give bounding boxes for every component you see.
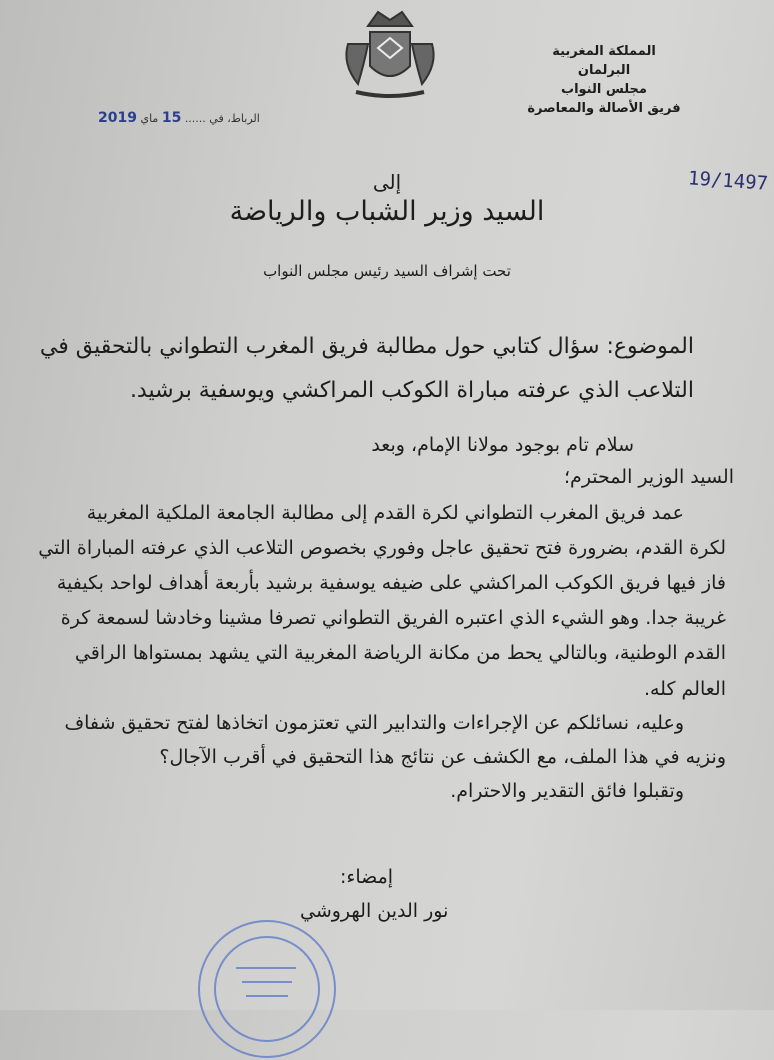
recipient-under: تحت إشراف السيد رئيس مجلس النواب <box>263 262 511 280</box>
recipient-name: السيد وزير الشباب والرياضة <box>229 196 545 227</box>
date-month: ماي <box>140 112 159 125</box>
reference-number: 19/1497 <box>687 167 769 195</box>
recipient-to: إلى <box>372 170 402 194</box>
letterhead-line: البرلمان <box>577 63 631 78</box>
body-line: العالم كله. <box>643 678 726 700</box>
body-line: وتقبلوا فائق التقدير والاحترام. <box>450 780 684 802</box>
letterhead-line: المملكة المغربية <box>552 44 656 59</box>
signatory-name: نور الدين الهروشي <box>300 900 449 922</box>
body-line: وعليه، نسائلكم عن الإجراءات والتدابير التي تعتزمون اتخاذها لفتح تحقيق شفاف <box>64 712 684 734</box>
date-year: 2019 <box>98 110 137 126</box>
date-prefix: الرباط، في ...... <box>184 112 260 125</box>
subject-line: الموضوع: سؤال كتابي حول مطالبة فريق المغرب التطواني بالتحقيق في <box>39 334 694 359</box>
body-line: القدم الوطنية، وبالتالي يحط من مكانة الرياضة المغربية التي يشهد بمستواها الراقي <box>74 642 726 664</box>
date-line <box>98 110 260 126</box>
body-line: غريبة جدا. وهو الشيء الذي اعتبره الفريق التطواني تصرفا مشينا وخادشا لسمعة كرة <box>60 607 726 629</box>
coat-of-arms-emblem <box>338 4 442 102</box>
official-stamp <box>196 918 338 1060</box>
letterhead-line: فريق الأصالة والمعاصرة <box>527 101 681 116</box>
letterhead-line: مجلس النواب <box>561 82 647 97</box>
subject-line: التلاعب الذي عرفته مباراة الكوكب المراكشي ويوسفية برشيد. <box>129 378 694 403</box>
signature-label: إمضاء: <box>340 866 394 888</box>
body-line: ونزيه في هذا الملف، مع الكشف عن نتائج هذا التحقيق في أقرب الآجال؟ <box>159 746 726 768</box>
date-day: 15 <box>161 110 182 126</box>
body-line: عمد فريق المغرب التطواني لكرة القدم إلى مطالبة الجامعة الملكية المغربية <box>86 502 684 524</box>
body-line: لكرة القدم، بضرورة فتح تحقيق عاجل وفوري بخصوص التلاعب الذي عرفته المباراة التي <box>38 537 726 559</box>
letterhead <box>494 42 714 118</box>
greeting: سلام تام بوجود مولانا الإمام، وبعد <box>371 434 634 456</box>
salutation: السيد الوزير المحترم؛ <box>564 466 734 488</box>
body-line: فاز فيها فريق الكوكب المراكشي على ضيفه يوسفية برشيد بأربعة أهداف لواحد بكيفية <box>56 572 726 594</box>
